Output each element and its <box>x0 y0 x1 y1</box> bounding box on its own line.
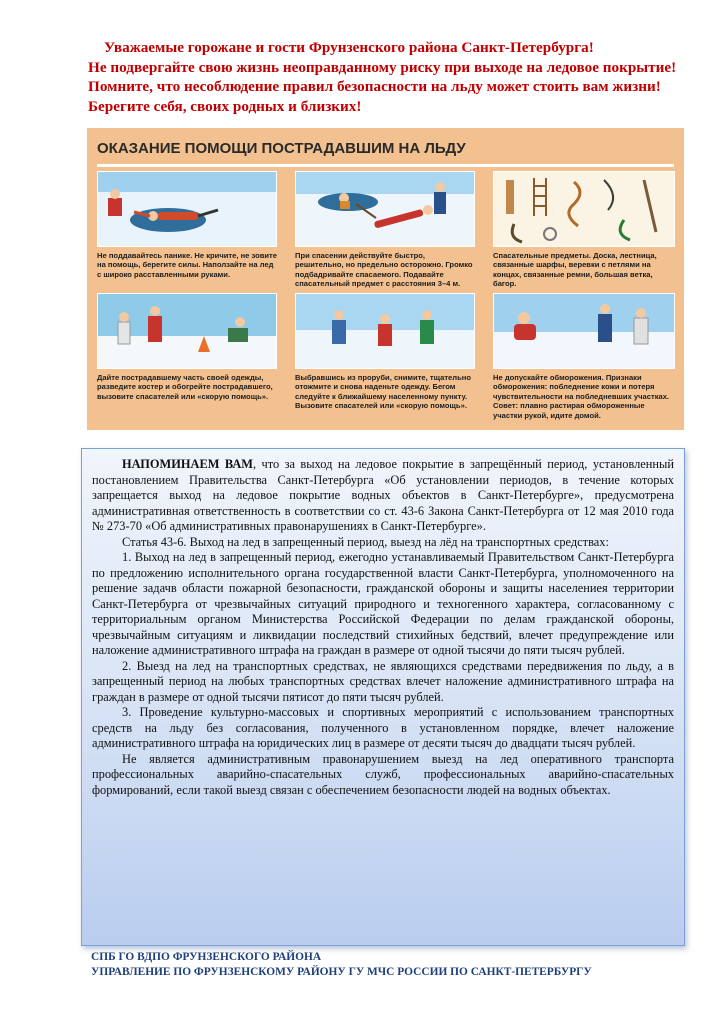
legal-reminder-box <box>81 448 685 946</box>
rescuing-illustration <box>295 171 475 247</box>
reminder-paragraph <box>92 457 674 535</box>
article-clause-2: 2. Выезд на лед на транспортных средствах, не являющихся средствами передвижения по льду, а в запрещенный период на любых транспортных средствах влечет наложение административного штрафа на граждан в размере от одной тысячи пятисот до пяти тысяч рублей. <box>92 658 674 704</box>
poster-panel-self-rescue <box>97 171 277 279</box>
poster-panel-frostbite <box>493 293 675 420</box>
poster-panel-rescuing <box>295 171 475 289</box>
rescue-items-caption: Спасательные предметы. Доска, лестница, связанные шарфы, веревки с петлями на концах, связанные ремни, большая ветка, багор. <box>493 251 657 289</box>
after-exit-caption: Выбравшись из проруби, снимите, тщательно отожмите и снова наденьте одежду. Бегом следуйте к ближайшему населенному пункту. Вызовите спасателей или «скорую помощь». <box>295 373 471 411</box>
reminder-intro: , что за выход на ледовое покрытие в запрещённый период, установленный постановлением Правительства Санкт-Петербурга «Об установлении периодов, в течение которых запрещается выход на ледовое покрытие водных объектов в Санкт-Петербурге», предусмотрена административная ответственность в соответствии со ст. 43-6 Закона Санкт-Петербурга от 12 мая 2010 года № 273-70 «Об административных правонарушениях в Санкт-Петербурге». <box>92 457 674 533</box>
article-exception: Не является административным правонарушением выезд на лед оперативного транспорта профессиональных аварийно-спасательных служб, профессиональных аварийно-спасательных формирований, если такой выезд связан с обеспечением безопасности людей на водных объектах. <box>92 751 674 797</box>
self-rescue-illustration <box>97 171 277 247</box>
footer-vdpo: СПБ ГО ВДПО ФРУНЗЕНСКОГО РАЙОНА <box>91 951 322 963</box>
frostbite-illustration <box>493 293 675 369</box>
frostbite-caption: Не допускайте обморожения. Признаки обморожения: побледнение кожи и потеря чувствительности на побледневших участках. Совет: плавно растирая обмороженные участки рукой, идите домой. <box>493 373 670 420</box>
warming-illustration <box>97 293 277 369</box>
rescue-items-illustration <box>493 171 675 247</box>
poster-title: ОКАЗАНИЕ ПОМОЩИ ПОСТРАДАВШИМ НА ЛЬДУ <box>97 134 674 167</box>
appeal-header <box>88 38 688 116</box>
article-clause-1: 1. Выход на лед в запрещенный период, ежегодно устанавливаемый Правительством Санкт-Петербурга по предложению исполнительного органа государственной власти Санкт-Петербурга, уполномоченного на решение задачв области пожарной безопасности, гражданской обороны и защиты населениея территории Санкт-Петербурга от чрезвычайных ситуаций природного и техногенного характера, согласованному с территориальным органом Министерства Российской Федерации по делам гражданской обороны, чрезвычайным ситуациям и ликвидации последствий стихийных бедствий, влечет предупреждение или наложение административного штрафа на граждан в размере от одной тысячи до пяти тысяч рублей. <box>92 550 674 657</box>
footer-mchs: УПРАВЛЕНИЕ ПО ФРУНЗЕНСКОМУ РАЙОНУ ГУ МЧС РОССИИ ПО САНКТ-ПЕТЕРБУРГУ <box>91 965 592 978</box>
poster-panel-after-exit <box>295 293 475 411</box>
ice-rescue-poster <box>87 128 684 430</box>
footer-organizations <box>91 950 691 979</box>
article-clause-3: 3. Проведение культурно-массовых и спортивных мероприятий с использованием транспортных средств на льду без согласования, полученного в установленном порядке, влечет наложение административного штрафа на юридических лиц в размере от десяти тысяч до двадцати тысяч рублей. <box>92 705 674 750</box>
after-exit-illustration <box>295 293 475 369</box>
rescuing-caption: При спасении действуйте быстро, решительно, но предельно осторожно. Громко подбадривайте спасаемого. Подавайте спасательный предмет с расстояния 3–4 м. <box>295 251 473 289</box>
article-title: Статья 43-6. Выход на лед в запрещенный период, выезд на лёд на транспортных средствах: <box>122 534 609 549</box>
poster-panel-rescue-items <box>493 171 675 289</box>
reminder-lead: НАПОМИНАЕМ ВАМ <box>122 457 253 471</box>
appeal-greeting: Уважаемые горожане и гости Фрунзенского района Санкт-Петербурга! <box>104 39 594 56</box>
poster-panel-warming <box>97 293 277 401</box>
self-rescue-caption: Не поддавайтесь панике. Не кричите, не зовите на помощь, берегите силы. Наползайте на лед с широко расставленными руками. <box>97 251 278 279</box>
legal-reminder-text <box>92 457 674 798</box>
warming-caption: Дайте пострадавшему часть своей одежды, разведите костер и обогрейте пострадавшего, вызовите спасателей или «скорую помощь». <box>97 373 273 401</box>
appeal-warning: Не подвергайте свою жизнь неоправданному риску при выходе на ледовое покрытие! Помните, что несоблюдение правил безопасности на льду может стоить вам жизни! Берегите себя, своих родных и близких! <box>88 58 677 115</box>
